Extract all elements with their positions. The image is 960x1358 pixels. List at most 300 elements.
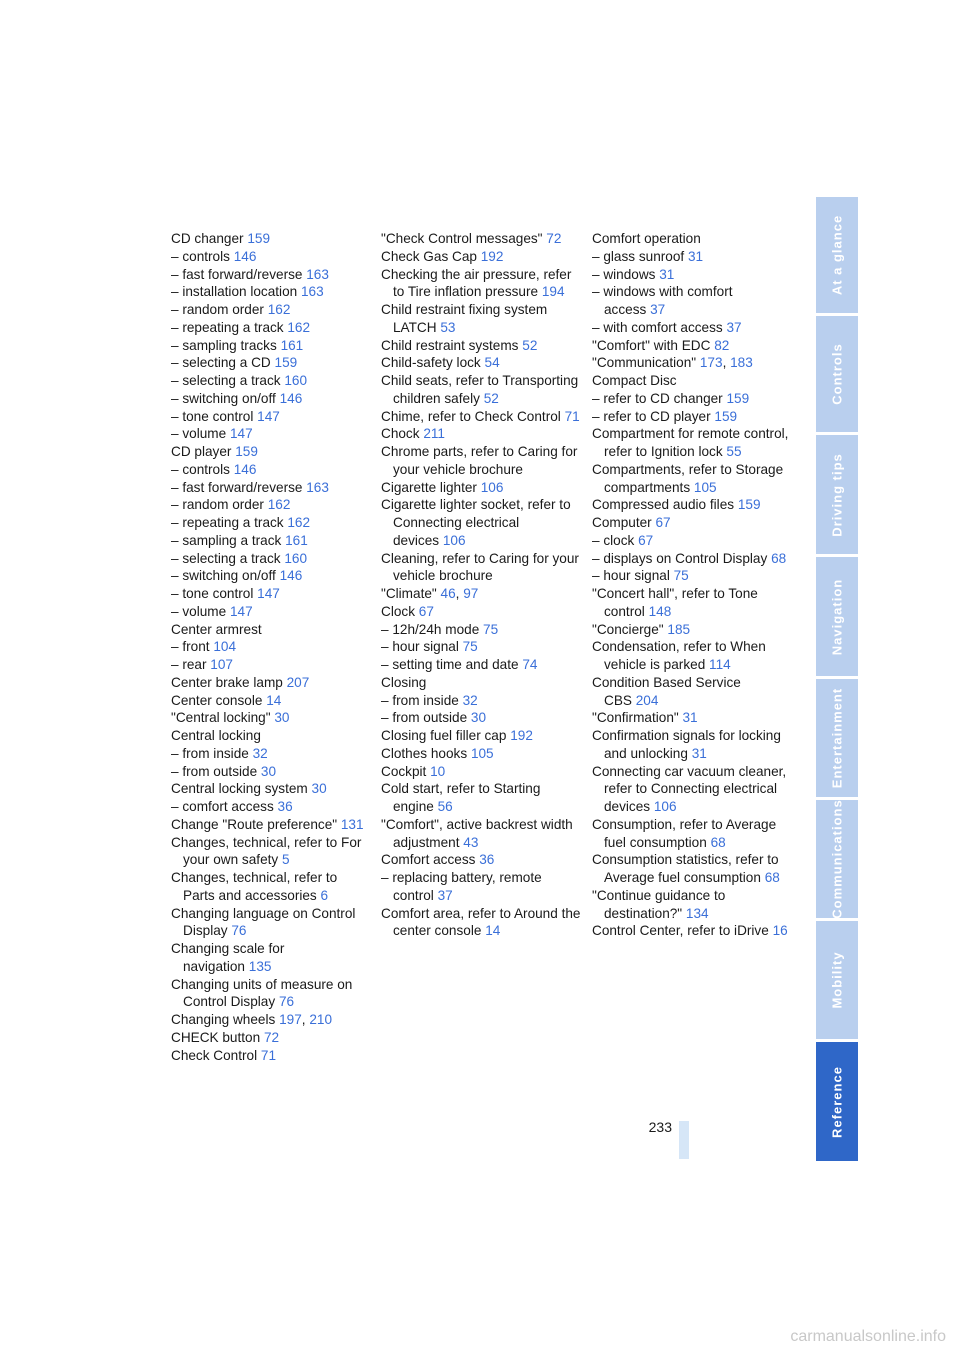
index-term: – selecting a track [171, 550, 281, 566]
index-entry [592, 283, 792, 319]
index-term: "Confirmation" [592, 710, 679, 726]
page-reference-link[interactable]: 210 [309, 1012, 333, 1027]
page-reference-link[interactable]: 55 [726, 444, 742, 459]
page-reference-link[interactable]: 31 [687, 248, 704, 264]
index-term: – setting time and date [381, 657, 519, 672]
index-term: Center armrest [171, 621, 262, 637]
index-entry [381, 408, 581, 426]
page-reference-link[interactable]: 53 [440, 319, 456, 335]
page-reference-link[interactable]: 76 [278, 994, 295, 1010]
index-entry [171, 354, 371, 372]
index-term: – volume [171, 426, 227, 442]
page-reference-link[interactable]: 36 [479, 852, 495, 868]
index-term: – from outside [381, 710, 468, 726]
index-term: Clothes hooks [381, 745, 468, 761]
page-reference-link[interactable]: 43 [463, 834, 479, 850]
index-term: Comfort area, refer to Around the center console [381, 905, 581, 939]
tab-controls[interactable] [816, 316, 858, 432]
index-term: – tone control [171, 586, 254, 601]
index-term: – clock [592, 532, 635, 548]
index-term: Checking the air pressure, refer to Tire inflation pressure [381, 266, 572, 300]
index-term: – from inside [381, 692, 459, 708]
tab-reference[interactable] [816, 1042, 858, 1161]
tab-label: Mobility [829, 951, 845, 1009]
index-entry [171, 727, 371, 745]
index-entry [381, 745, 581, 763]
page-reference-link[interactable]: 207 [286, 674, 310, 690]
index-term: Computer [592, 515, 652, 530]
page-reference-link[interactable]: 14 [485, 923, 501, 939]
index-entry [592, 425, 792, 461]
index-column-2 [381, 230, 581, 940]
index-entry [171, 816, 371, 834]
page-reference-link[interactable]: 131 [340, 816, 364, 832]
page-reference-link[interactable]: 135 [248, 958, 272, 974]
page-reference-link[interactable]: 159 [274, 355, 298, 371]
index-entry [381, 621, 581, 639]
index-entry [592, 372, 792, 390]
index-term: Condition Based Service CBS [592, 674, 741, 708]
page-reference-link[interactable]: 160 [284, 373, 308, 388]
index-entry [381, 851, 581, 869]
index-term: – front [171, 639, 210, 655]
index-term: – controls [171, 248, 230, 264]
page-reference-link[interactable]: 106 [653, 799, 677, 814]
page-reference-link[interactable]: 68 [771, 550, 787, 566]
index-entry [171, 319, 371, 337]
index-entry [381, 337, 581, 355]
index-term: Control Center, refer to iDrive [592, 923, 769, 939]
index-entry [592, 763, 792, 816]
page-reference-link[interactable]: 37 [726, 319, 742, 335]
index-entry [171, 638, 371, 656]
index-term: Child seats, refer to Transporting children safely [381, 373, 579, 406]
index-entry [381, 301, 581, 337]
index-term: Child-safety lock [381, 355, 481, 371]
page-reference-link[interactable]: 173 [699, 355, 723, 371]
page-reference-link[interactable]: 134 [685, 905, 709, 921]
page-reference-link[interactable]: 159 [726, 390, 750, 406]
index-entry [171, 692, 371, 710]
index-term: – rear [171, 657, 207, 672]
page-reference-link[interactable]: 31 [682, 710, 698, 726]
page-reference-link[interactable]: 31 [659, 266, 675, 282]
index-entry [171, 479, 371, 497]
index-entry [592, 532, 792, 550]
index-entry [171, 905, 371, 941]
page-reference-link[interactable]: 192 [480, 248, 504, 264]
index-term: – random order [171, 497, 264, 513]
page-reference-link[interactable]: 30 [274, 710, 290, 726]
page-reference-link[interactable]: 146 [279, 390, 303, 406]
index-entry [381, 425, 581, 443]
index-term: Changing scale for navigation [171, 941, 285, 974]
index-entry [171, 443, 371, 461]
index-term: Changing units of measure on Control Display [171, 976, 353, 1010]
index-entry [381, 709, 581, 727]
page-reference-link[interactable]: 31 [691, 745, 707, 761]
index-term: – installation location [171, 284, 298, 300]
index-term: – displays on Control Display [592, 550, 768, 566]
tab-driving-tips[interactable] [816, 435, 858, 554]
index-entry [592, 709, 792, 727]
page-reference-link[interactable]: 30 [260, 763, 277, 779]
index-term: "Climate" [381, 586, 437, 601]
index-term: – fast forward/reverse [171, 479, 303, 495]
page-reference-link[interactable]: 68 [764, 870, 780, 885]
index-entry [592, 514, 792, 532]
index-term: "Comfort", active backrest width adjustment [381, 816, 573, 850]
index-entry [171, 674, 371, 692]
index-term: – switching on/off [171, 568, 276, 584]
page-reference-link[interactable]: 162 [267, 497, 291, 513]
index-term: Check Control [171, 1047, 258, 1063]
page-reference-link[interactable]: 161 [280, 337, 304, 353]
page-reference-link[interactable]: 107 [210, 657, 233, 672]
page-reference-link[interactable]: 197 [279, 1012, 302, 1027]
page-reference-link[interactable]: 75 [483, 621, 499, 637]
page-reference-link[interactable]: 106 [442, 532, 466, 548]
index-entry [381, 674, 581, 692]
page-reference-link[interactable]: 5 [281, 852, 290, 868]
index-entry [171, 266, 371, 284]
tab-label: Entertainment [829, 687, 845, 789]
index-entry [592, 727, 792, 763]
page-reference-link[interactable]: 194 [541, 284, 565, 300]
index-term: "Central locking" [171, 710, 271, 726]
index-entry [171, 248, 371, 266]
page-reference-link[interactable]: 162 [267, 302, 291, 317]
index-term: – repeating a track [171, 319, 284, 335]
tab-mobility[interactable] [816, 921, 858, 1039]
page-reference-link[interactable]: 37 [437, 887, 453, 903]
index-term: – from outside [171, 763, 258, 779]
page-reference-link[interactable]: 14 [266, 692, 282, 708]
page-reference-link[interactable]: 72 [546, 231, 562, 246]
index-term: Clock [381, 603, 415, 619]
index-term: Chime, refer to Check Control [381, 408, 561, 424]
index-entry [592, 550, 792, 568]
page-reference-link[interactable]: 67 [638, 532, 654, 548]
page-reference-link[interactable]: 192 [510, 728, 533, 743]
index-entry [381, 905, 581, 941]
index-term: Center brake lamp [171, 674, 283, 690]
index-term: – sampling tracks [171, 337, 277, 353]
index-entry [171, 603, 371, 621]
index-entry [171, 496, 371, 514]
index-entry [592, 461, 792, 497]
index-term: – windows with comfort access [592, 284, 733, 317]
index-entry [592, 851, 792, 887]
tab-navigation[interactable] [816, 557, 858, 676]
index-entry [171, 940, 371, 976]
page-reference-link[interactable]: 161 [285, 532, 308, 548]
index-term: Change "Route preference" [171, 816, 338, 832]
index-term: "Continue guidance to destination?" [592, 887, 726, 921]
index-term: Comfort access [381, 852, 476, 868]
index-entry [171, 763, 371, 781]
index-term: Compartments, refer to Storage compartments [592, 461, 784, 495]
page-reference-link[interactable]: 76 [231, 923, 247, 939]
index-term: Closing fuel filler cap [381, 728, 507, 743]
page-separator: , [455, 586, 460, 601]
index-term: CHECK button [171, 1029, 261, 1045]
page-reference-link[interactable]: 147 [257, 586, 280, 601]
index-term: "Check Control messages" [381, 231, 543, 246]
page-reference-link[interactable]: 147 [257, 408, 280, 424]
index-term: Chrome parts, refer to Caring for your vehicle brochure [381, 444, 578, 477]
index-entry [171, 461, 371, 479]
index-entry [171, 621, 371, 639]
index-entry [171, 337, 371, 355]
index-entry [592, 390, 792, 408]
index-term: "Concierge" [592, 621, 664, 637]
page-number-bar [679, 1121, 689, 1159]
index-term: Chock [381, 426, 420, 442]
index-entry [381, 248, 581, 266]
page-reference-link[interactable]: 147 [229, 426, 253, 442]
index-term: Confirmation signals for locking and unlocking [592, 728, 781, 761]
tab-label: At a glance [829, 214, 845, 296]
index-entry [592, 621, 792, 639]
index-entry [171, 425, 371, 443]
page-reference-link[interactable]: 159 [714, 408, 738, 424]
index-entry [592, 248, 792, 266]
page-reference-link[interactable]: 106 [480, 479, 504, 495]
page-reference-link[interactable]: 160 [284, 550, 308, 566]
index-term: – random order [171, 302, 264, 317]
index-entry [381, 692, 581, 710]
tab-entertainment[interactable] [816, 679, 858, 797]
page-reference-link[interactable]: 163 [306, 479, 329, 495]
index-entry [592, 337, 792, 355]
index-term: – controls [171, 461, 230, 477]
page-reference-link[interactable]: 105 [693, 479, 717, 495]
index-entry [171, 834, 371, 870]
page-reference-link[interactable]: 146 [279, 568, 303, 584]
index-entry [171, 514, 371, 532]
page-reference-link[interactable]: 32 [252, 745, 268, 761]
page-reference-link[interactable]: 16 [772, 923, 788, 939]
index-term: – glass sunroof [592, 248, 685, 264]
index-entry [381, 603, 581, 621]
index-entry [381, 496, 581, 549]
index-entry [381, 354, 581, 372]
page-reference-link[interactable]: 67 [655, 515, 671, 530]
index-entry [171, 372, 371, 390]
page-reference-link[interactable]: 146 [233, 248, 257, 264]
index-entry [592, 922, 792, 940]
index-term: Cold start, refer to Starting engine [381, 781, 541, 814]
page-reference-link[interactable]: 32 [462, 692, 478, 708]
page-reference-link[interactable]: 105 [470, 745, 494, 761]
index-term: – repeating a track [171, 515, 284, 530]
page-reference-link[interactable]: 6 [320, 887, 329, 903]
page-reference-link[interactable]: 52 [522, 337, 538, 353]
index-term: Compact Disc [592, 373, 677, 388]
index-term: Changes, technical, refer to Parts and accessories [171, 870, 338, 903]
index-term: CD player [171, 444, 232, 459]
index-term: "Concert hall", refer to Tone control [592, 586, 758, 619]
index-entry [381, 816, 581, 852]
index-term: – selecting a track [171, 373, 281, 388]
page-reference-link[interactable]: 46 [440, 586, 456, 601]
page-reference-link[interactable]: 67 [418, 603, 434, 619]
index-term: "Communication" [592, 355, 697, 371]
index-entry [381, 585, 581, 603]
index-term: Consumption statistics, refer to Average fuel consumption [592, 852, 779, 885]
page-reference-link[interactable]: 71 [564, 408, 580, 424]
index-entry [592, 638, 792, 674]
index-term: – replacing battery, remote control [381, 870, 542, 903]
index-column-1 [171, 230, 371, 1064]
page-reference-link[interactable]: 114 [709, 657, 731, 672]
index-term: – refer to CD changer [592, 390, 723, 406]
index-term: – fast forward/reverse [171, 266, 303, 282]
page-reference-link[interactable]: 75 [462, 639, 478, 655]
index-term: Comfort operation [592, 231, 701, 246]
index-entry [381, 479, 581, 497]
tab-label: Reference [829, 1065, 845, 1138]
index-term: Check Gas Cap [381, 248, 477, 264]
index-term: Cigarette lighter socket, refer to Connecting electrical devices [381, 497, 571, 548]
index-term: Connecting car vacuum cleaner, refer to Connecting electrical devices [592, 763, 787, 814]
index-entry [592, 816, 792, 852]
page-reference-link[interactable]: 74 [522, 657, 538, 672]
index-term: – comfort access [171, 799, 274, 814]
page-reference-link[interactable]: 163 [306, 266, 329, 282]
page-reference-link[interactable]: 147 [229, 603, 253, 619]
index-entry [592, 408, 792, 426]
index-entry [381, 638, 581, 656]
page-reference-link[interactable]: 159 [737, 497, 761, 513]
page-reference-link[interactable]: 10 [430, 763, 446, 779]
index-column-3 [592, 230, 792, 940]
index-entry [381, 656, 581, 674]
page-number: 233 [648, 1119, 672, 1135]
index-entry [171, 567, 371, 585]
index-term: – selecting a CD [171, 355, 271, 371]
page-reference-link[interactable]: 56 [437, 799, 453, 814]
index-entry [171, 1029, 371, 1047]
page-reference-link[interactable]: 72 [263, 1029, 280, 1045]
index-term: Cleaning, refer to Caring for your vehicle brochure [381, 550, 579, 584]
index-term: – sampling a track [171, 532, 282, 548]
page-reference-link[interactable]: 37 [650, 302, 666, 317]
index-term: – switching on/off [171, 390, 276, 406]
tab-label: Communications [829, 799, 845, 919]
page-reference-link[interactable]: 82 [714, 337, 730, 353]
index-term: – 12h/24h mode [381, 621, 480, 637]
index-entry [171, 1047, 371, 1065]
index-term: – volume [171, 603, 227, 619]
index-term: Closing [381, 674, 427, 690]
index-entry [592, 887, 792, 923]
index-entry [381, 780, 581, 816]
tab-label: Controls [829, 343, 845, 405]
index-term: Consumption, refer to Average fuel consumption [592, 816, 777, 850]
page-reference-link[interactable]: 159 [247, 231, 271, 246]
index-entry [171, 656, 371, 674]
page-reference-link[interactable]: 159 [235, 444, 258, 459]
index-entry [592, 319, 792, 337]
index-entry [171, 976, 371, 1012]
index-entry [171, 745, 371, 763]
page-reference-link[interactable]: 104 [213, 639, 237, 655]
index-entry [381, 443, 581, 479]
index-entry [171, 798, 371, 816]
index-term: – windows [592, 266, 656, 282]
index-term: Central locking system [171, 781, 308, 797]
index-term: Center console [171, 692, 263, 708]
index-entry [171, 532, 371, 550]
tab-communications[interactable] [816, 800, 858, 918]
page-reference-link[interactable]: 97 [463, 586, 479, 601]
index-entry [171, 408, 371, 426]
section-tabs [816, 197, 858, 1161]
tab-label: Driving tips [829, 452, 845, 537]
index-entry [171, 780, 371, 798]
index-term: – refer to CD player [592, 408, 711, 424]
index-entry [381, 727, 581, 745]
watermark: carmanualsonline.info [790, 1328, 946, 1345]
index-term: Condensation, refer to When vehicle is parked [592, 639, 766, 672]
page-reference-link[interactable]: 30 [470, 710, 487, 726]
index-entry [592, 496, 792, 514]
index-term: Compartment for remote control, refer to Ignition lock [592, 426, 789, 459]
index-entry [381, 550, 581, 586]
index-term: Cockpit [381, 763, 427, 779]
index-term: Changes, technical, refer to For your own safety [171, 834, 362, 868]
index-term: CD changer [171, 231, 244, 246]
index-term: Child restraint fixing system LATCH [381, 302, 548, 335]
page-reference-link[interactable]: 68 [710, 834, 726, 850]
index-entry [592, 585, 792, 621]
index-entry [171, 869, 371, 905]
page-reference-link[interactable]: 162 [287, 515, 311, 530]
page-reference-link[interactable]: 54 [484, 355, 500, 371]
page-reference-link[interactable]: 146 [233, 461, 257, 477]
page-reference-link[interactable]: 204 [635, 692, 659, 708]
index-entry [171, 230, 371, 248]
page-reference-link[interactable]: 162 [287, 319, 311, 335]
page-reference-link[interactable]: 211 [423, 426, 445, 442]
index-entry [381, 266, 581, 302]
index-entry [171, 1011, 371, 1029]
index-entry [171, 585, 371, 603]
index-entry [592, 674, 792, 710]
page-reference-link[interactable]: 183 [730, 355, 753, 371]
page-reference-link[interactable]: 75 [673, 568, 689, 584]
page-reference-link[interactable]: 36 [277, 799, 293, 814]
page-reference-link[interactable]: 52 [483, 390, 499, 406]
index-entry [381, 372, 581, 408]
index-term: – tone control [171, 408, 254, 424]
page-separator: , [722, 355, 727, 371]
page-reference-link[interactable]: 148 [648, 603, 672, 619]
index-entry [171, 709, 371, 727]
page-reference-link[interactable]: 30 [311, 781, 327, 797]
page-reference-link[interactable]: 185 [667, 621, 691, 637]
tab-at-a-glance[interactable] [816, 197, 858, 313]
tab-label: Navigation [829, 578, 845, 655]
index-entry [171, 550, 371, 568]
index-term: Compressed audio files [592, 497, 735, 513]
index-entry [381, 869, 581, 905]
page-reference-link[interactable]: 71 [260, 1047, 277, 1063]
page-reference-link[interactable]: 163 [300, 284, 324, 300]
index-term: – hour signal [592, 568, 670, 584]
